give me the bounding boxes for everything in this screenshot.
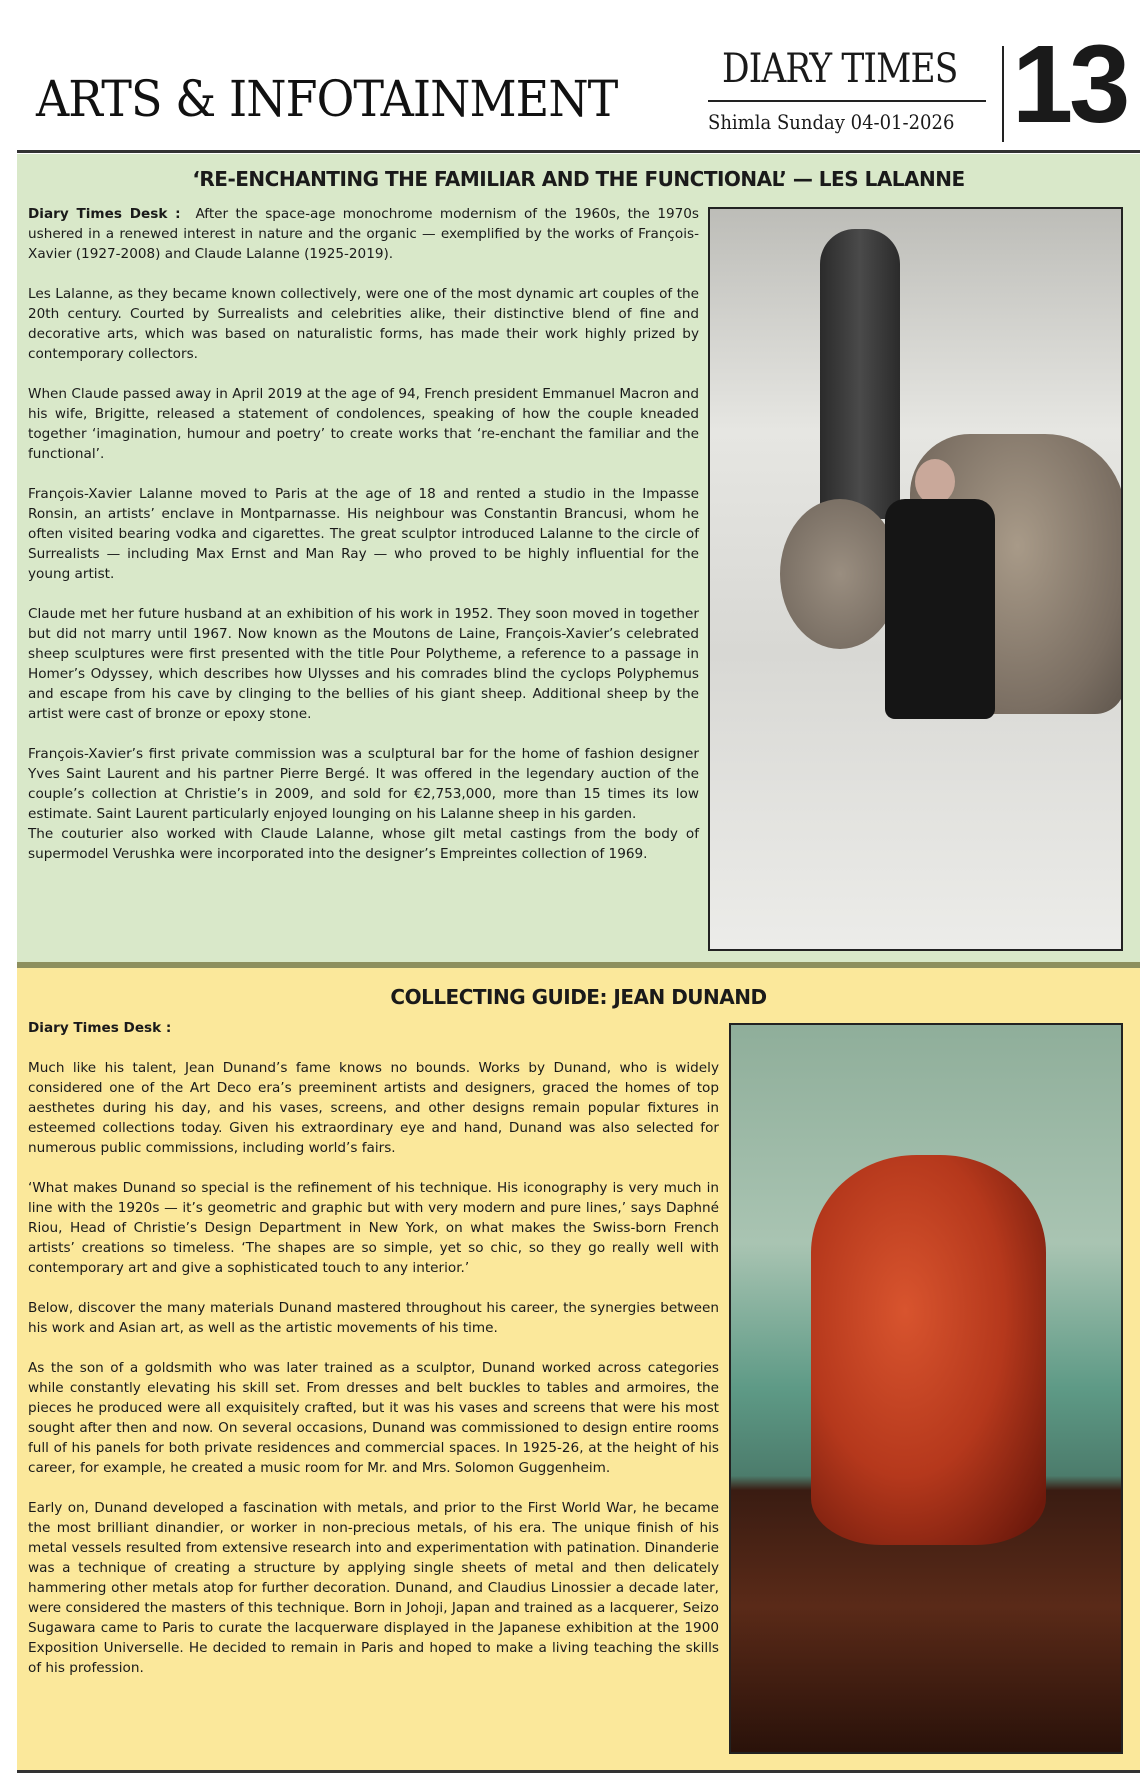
paragraph: After the space-age monochrome modernism of the 1960s, the 1970s ushered in a renewed interest in nature and the organic — exemplified by the works of François-Xavier (1927-2008) and Claude Lalanne (1925-2019). (28, 206, 699, 262)
top-rule (17, 150, 1140, 153)
person-figure (885, 499, 995, 719)
sculpture-figure (820, 229, 900, 519)
paragraph: As the son of a goldsmith who was later trained as a sculptor, Dunand worked across categories while constantly elevating his skill set. From dresses and belt buckles to tables and armoires, the pieces he produced were all exquisitely crafted, but it was his vases and screens that were his most sought after then and now. On several occasions, Dunand was commissioned to design entire rooms full of his panels for both private residences and commercial spaces. In 1925-26, at the height of his career, for example, he created a music room for Mr. and Mrs. Solomon Guggenheim. (28, 1360, 719, 1476)
paragraph: When Claude passed away in April 2019 at the age of 94, French president Emmanuel Macron and his wife, Brigitte, released a statement of condolences, speaking of how the couple kneaded together ‘imagination, humour and poetry’ to create works that ‘re-enchant the familiar and the functional’. (28, 386, 699, 462)
article-jean-dunand (17, 968, 1140, 1770)
paragraph: François-Xavier’s first private commission was a sculptural bar for the home of fashion designer Yves Saint Laurent and his partner Pierre Bergé. It was offered in the legendary auction of the couple’s collection at Christie’s in 2009, and sold for €2,753,000, more than 15 times its low estimate. Saint Laurent particularly enjoyed lounging on his Lalanne sheep in his garden. (28, 746, 699, 822)
byline: Diary Times Desk : (28, 206, 181, 222)
person-head (915, 459, 955, 504)
page-number: 13 (1012, 23, 1127, 146)
divider (1002, 46, 1004, 142)
photo-lalanne-sculptures (708, 207, 1123, 951)
article-body (28, 1018, 719, 1678)
paragraph: Below, discover the many materials Dunand mastered throughout his career, the synergies between his work and Asian art, as well as the artistic movements of his time. (28, 1300, 719, 1336)
paragraph: Early on, Dunand developed a fascination with metals, and prior to the First World War, he became the most brilliant dinandier, or worker in non-precious metals, of his era. The unique finish of his metal vessels resulted from extensive research into and experimentation with patination. Dinanderie was a technique of creating a structure by applying single sheets of metal and then delicately hammering other metals atop for further decoration. Dunand, and Claudius Linossier a decade later, were considered the masters of this technique. Born in Johoji, Japan and trained as a lacquerer, Seizo Sugawara came to Paris to curate the lacquerware displayed in the Japanese exhibition at the 1900 Exposition Universelle. He decided to remain in Paris and hoped to make a living teaching the skills of his profession. (28, 1500, 719, 1676)
paragraph: François-Xavier Lalanne moved to Paris at the age of 18 and rented a studio in the Impasse Ronsin, an artists’ enclave in Montparnasse. His neighbour was Constantin Brancusi, whom he often visited bearing vodka and cigarettes. The great sculptor introduced Lalanne to the circle of Surrealists — including Max Ernst and Man Ray — who proved to be highly influential for the young artist. (28, 486, 699, 582)
paragraph: Claude met her future husband at an exhibition of his work in 1952. They soon moved in together but did not marry until 1967. Now known as the Moutons de Laine, François-Xavier’s celebrated sheep sculptures were first presented with the title Pour Polytheme, a reference to a passage in Homer’s Odyssey, which describes how Ulysses and his comrades blind the cyclops Polyphemus and escape from his cave by clinging to the bellies of his giant sheep. Additional sheep by the artist were cast of bronze or epoxy stone. (28, 606, 699, 722)
article-les-lalanne (17, 154, 1140, 962)
section-title: ARTS & INFOTAINMENT (36, 70, 618, 128)
paragraph: The couturier also worked with Claude Lalanne, whose gilt metal castings from the body of supermodel Verushka were incorporated into the designer’s Empreintes collection of 1969. (28, 826, 699, 862)
vase (811, 1155, 1046, 1545)
paragraph: Much like his talent, Jean Dunand’s fame knows no bounds. Works by Dunand, who is widely considered one of the Art Deco era’s preeminent artists and designers, graced the homes of top aesthetes during his day, and his vases, screens, and other designs remain popular fixtures in esteemed collections today. Given his extraordinary eye and hand, Dunand was also selected for numerous public commissions, including world’s fairs. (28, 1060, 719, 1156)
paragraph: Les Lalanne, as they became known collectively, were one of the most dynamic art couples of the 20th century. Courted by Surrealists and celebrities alike, their distinctive blend of fine and decorative arts, which was based on naturalistic forms, has made their work highly prized by contemporary collectors. (28, 286, 699, 362)
divider (708, 100, 986, 102)
article-body (28, 204, 699, 864)
byline: Diary Times Desk : (28, 1020, 172, 1036)
dateline: Shimla Sunday 04-01-2026 (708, 110, 955, 134)
article-title: COLLECTING GUIDE: JEAN DUNAND (390, 985, 767, 1009)
paragraph: ‘What makes Dunand so special is the refinement of his technique. His iconography is very much in line with the 1920s — it’s geometric and graphic but with very modern and pure lines,’ says Daphné Riou, Head of Christie’s Design Department in New York, on what makes the Swiss-born French artists’ creations so timeless. ‘The shapes are so simple, yet so chic, so they go really well with contemporary art and give a sophisticated touch to any interior.’ (28, 1180, 719, 1276)
sheep-sculpture (780, 499, 900, 649)
photo-dunand-vase (729, 1023, 1123, 1754)
article-title: ‘RE-ENCHANTING THE FAMILIAR AND THE FUNCTIONAL’ — LES LALANNE (192, 167, 965, 191)
newspaper-name: DIARY TIMES (722, 46, 958, 92)
bottom-rule (17, 1770, 1140, 1773)
